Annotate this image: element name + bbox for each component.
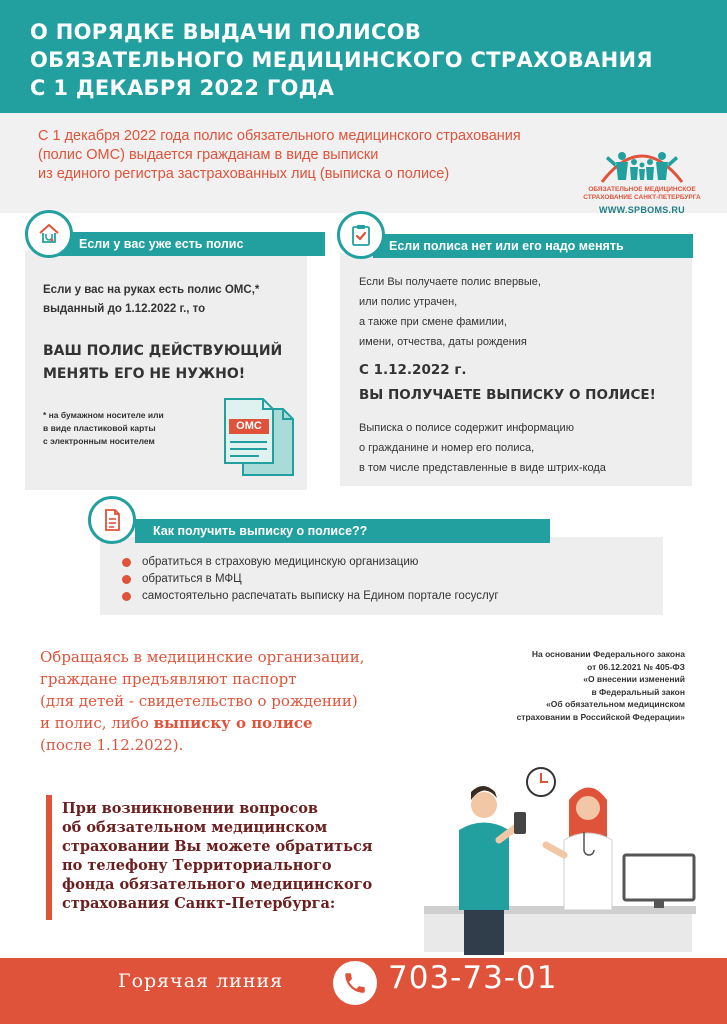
- medical-orgs-text: Обращаясь в медицинские организации, граждане предъявляют паспорт (для детей - свидетельство о рождении) и полис, либо выписку о полисе (после 1.12.2022).: [40, 648, 365, 754]
- title-line: О ПОРЯДКЕ ВЫДАЧИ ПОЛИСОВ: [30, 20, 422, 44]
- oms-document-label: ОМС: [236, 420, 262, 432]
- questions-text: При возникновении вопросов об обязательном медицинском страховании Вы можете обратиться по телефону Территориального фонда обязательного медицинского страхования Санкт-Петербурга:: [62, 800, 373, 912]
- new-policy-conditions: Если Вы получаете полис впервые, или полис утрачен, а также при смене фамилии, имени, отчества, даты рождения: [359, 276, 541, 348]
- house-stethoscope-icon: [25, 210, 73, 258]
- list-item: самостоятельно распечатать выписку на Едином портале госуслуг: [120, 588, 499, 605]
- document-icon: [88, 496, 136, 544]
- oms-document-icon: [221, 395, 296, 477]
- page-title: [30, 18, 710, 102]
- clock-icon: [527, 768, 555, 796]
- hotline-label: Горячая линия: [118, 970, 284, 992]
- how-to-get-list: [120, 554, 499, 605]
- bullet-icon: [122, 558, 131, 567]
- logo-text: СТРАХОВАНИЕ САНКТ-ПЕТЕРБУРГА: [583, 194, 701, 201]
- list-item: обратиться в МФЦ: [120, 571, 499, 588]
- family-icon: [572, 136, 712, 186]
- list-item: обратиться в страховую медицинскую организацию: [120, 554, 499, 571]
- new-policy-tab: Если полиса нет или его надо менять: [373, 234, 693, 258]
- footnote: * на бумажном носителе или в виде пластиковой карты с электронным носителем: [43, 410, 164, 446]
- title-line: С 1 ДЕКАБРЯ 2022 ГОДА: [30, 76, 335, 100]
- extract-description: Выписка о полисе содержит информацию о гражданине и номер его полиса, в том числе представленные в виде штрих-кода: [359, 422, 606, 474]
- hotline-number[interactable]: 703-73-01: [388, 960, 558, 996]
- phone-icon[interactable]: [333, 961, 377, 1005]
- bullet-icon: [122, 592, 131, 601]
- policy-valid-heading: ВАШ ПОЛИС ДЕЙСТВУЮЩИЙ МЕНЯТЬ ЕГО НЕ НУЖНО!: [43, 343, 283, 382]
- existing-policy-intro: Если у вас на руках есть полис ОМС,* выданный до 1.12.2022 г., то: [43, 284, 260, 315]
- intro-text: С 1 декабря 2022 года полис обязательного медицинского страхования (полис ОМС) выдается гражданам в виде выписки из единого регистра застрахованных лиц (выписка о полисе): [38, 128, 521, 182]
- extract-heading: С 1.12.2022 г. ВЫ ПОЛУЧАЕТЕ ВЫПИСКУ О ПОЛИСЕ!: [359, 362, 656, 403]
- existing-policy-tab: Если у вас уже есть полис: [55, 232, 325, 256]
- how-to-get-tab: Как получить выписку о полисе??: [135, 519, 550, 543]
- bullet-icon: [122, 575, 131, 584]
- title-line: ОБЯЗАТЕЛЬНОГО МЕДИЦИНСКОГО СТРАХОВАНИЯ: [30, 48, 653, 72]
- spboms-logo: [572, 136, 712, 216]
- law-reference: На основании Федерального закона от 06.12.2021 № 405-ФЗ «О внесении изменений в Федеральный закон «Об обязательном медицинском страховании в Российской Федерации»: [516, 649, 685, 722]
- logo-text: ОБЯЗАТЕЛЬНОЕ МЕДИЦИНСКОЕ: [588, 186, 696, 193]
- logo-url[interactable]: WWW.SPBOMS.RU: [599, 205, 685, 215]
- clipboard-check-icon: [337, 211, 385, 259]
- accent-bar: [46, 795, 52, 920]
- reception-illustration: [424, 760, 704, 960]
